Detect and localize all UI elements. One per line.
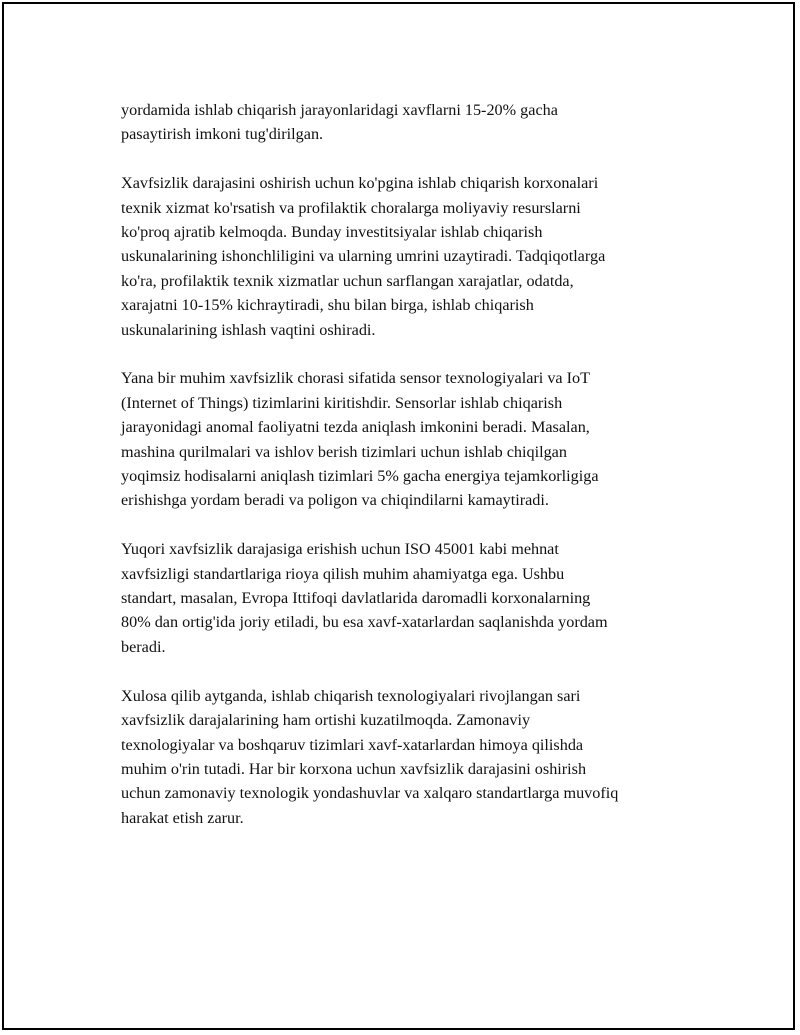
text-line: texnik xizmat ko'rsatish va profilaktik choralarga moliyaviy resurslarni [121, 198, 581, 217]
text-line: erishishga yordam beradi va poligon va chiqindilarni kamaytiradi. [121, 491, 549, 510]
paragraph-4 [121, 537, 701, 659]
text-line: yordamida ishlab chiqarish jarayonlaridagi xavflarni 15-20% gacha [121, 101, 558, 119]
text-line: xarajatni 10-15% kichraytiradi, shu bilan birga, ishlab chiqarish [121, 296, 534, 315]
paragraph-5 [121, 684, 701, 830]
text-line: beradi. [121, 637, 166, 656]
text-line: texnologiyalar va boshqaruv tizimlari xavf-xatarlardan himoya qilishda [121, 735, 584, 754]
text-line: yoqimsiz hodisalarni aniqlash tizimlari 5% gacha energiya tejamkorligiga [121, 467, 599, 486]
text-line: xavfsizlik darajalarining ham ortishi kuzatilmoqda. Zamonaviy [121, 711, 531, 730]
text-line: Yuqori xavfsizlik darajasiga erishish uchun ISO 45001 kabi mehnat [121, 540, 559, 559]
text-line: uskunalarining ishlash vaqtini oshiradi. [121, 320, 376, 339]
text-line: harakat etish zarur. [121, 808, 244, 827]
text-line: Xavfsizlik darajasini oshirish uchun ko'pgina ishlab chiqarish korxonalari [121, 174, 599, 193]
text-line: Xulosa qilib aytganda, ishlab chiqarish texnologiyalari rivojlangan sari [121, 686, 581, 705]
text-line: 80% dan ortig'ida joriy etiladi, bu esa xavf-xatarlardan saqlanishda yordam [121, 613, 608, 632]
text-line: pasaytirish imkoni tug'dirilgan. [121, 125, 324, 144]
text-line: ko'ra, profilaktik texnik xizmatlar uchun sarflangan xarajatlar, odatda, [121, 271, 574, 290]
text-line: ko'proq ajratib kelmoqda. Bunday investitsiyalar ishlab chiqarish [121, 223, 543, 242]
document-body [121, 98, 701, 855]
text-line: xavfsizligi standartlariga rioya qilish muhim ahamiyatga ega. Ushbu [121, 564, 565, 583]
text-line: Yana bir muhim xavfsizlik chorasi sifatida sensor texnologiyalari va IoT [121, 369, 591, 388]
text-line: mashina qurilmalari va ishlov berish tizimlari uchun ishlab chiqilgan [121, 442, 567, 461]
paragraph-3 [121, 366, 701, 512]
paragraph-2 [121, 171, 701, 342]
text-line: uchun zamonaviy texnologik yondashuvlar va xalqaro standartlarga muvofiq [121, 784, 619, 803]
page-frame [2, 2, 795, 1030]
text-line: (Internet of Things) tizimlarini kiritishdir. Sensorlar ishlab chiqarish [121, 393, 563, 412]
text-line: standart, masalan, Evropa Ittifoqi davlatlarida daromadli korxonalarning [121, 589, 591, 608]
text-line: uskunalarining ishonchliligini va ularning umrini uzaytiradi. Tadqiqotlarga [121, 247, 606, 266]
text-line: jarayonidagi anomal faoliyatni tezda aniqlash imkonini beradi. Masalan, [121, 418, 590, 437]
text-line: muhim o'rin tutadi. Har bir korxona uchun xavfsizlik darajasini oshirish [121, 759, 587, 778]
paragraph-1 [121, 98, 701, 147]
